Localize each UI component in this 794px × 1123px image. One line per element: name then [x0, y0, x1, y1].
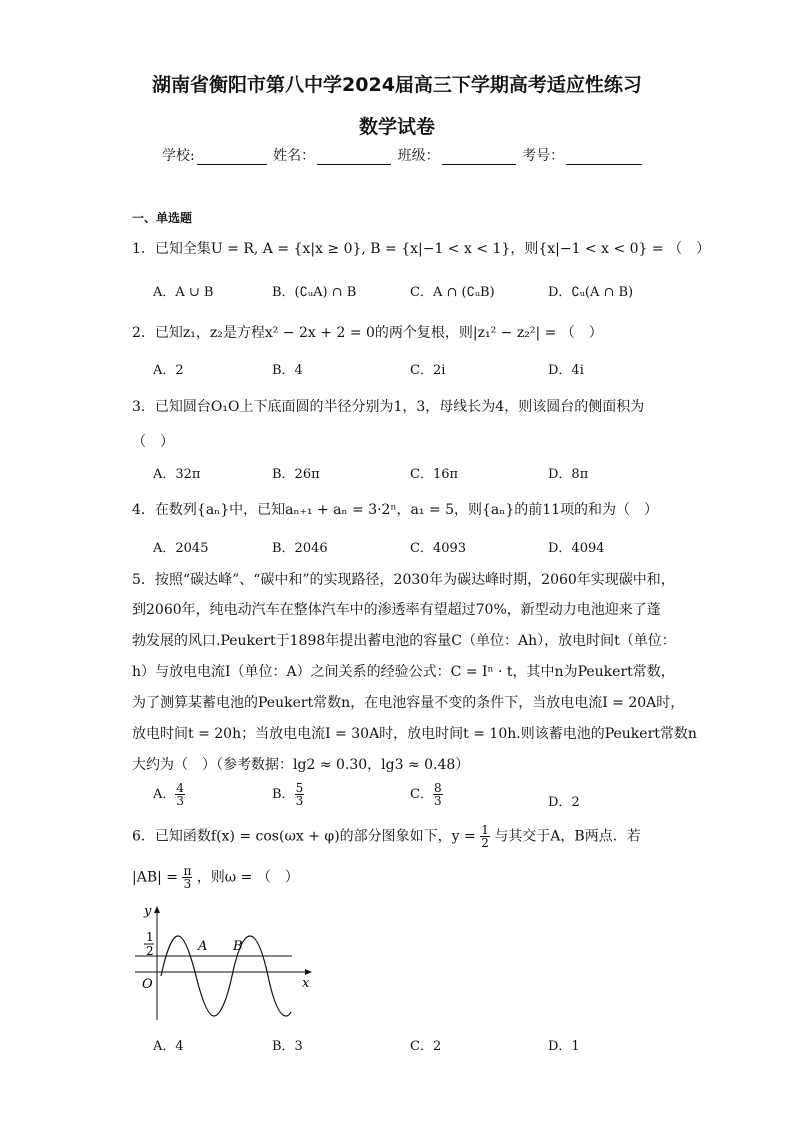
q6-pi-den: 3: [183, 877, 192, 891]
q6-option-b[interactable]: B．3: [272, 1039, 303, 1054]
class-blank[interactable]: [442, 150, 516, 165]
q6-option-d[interactable]: D．1: [548, 1039, 580, 1054]
y-label: y: [144, 904, 152, 919]
q6-cosine-graph: [130, 904, 320, 1022]
q5-option-a-fraction: [175, 782, 185, 807]
q4-option-a[interactable]: A．2045: [153, 541, 209, 556]
q5-option-b-fraction: [295, 782, 305, 807]
question-6-line-2: [132, 865, 299, 890]
question-4-text: 4．在数列{aₙ}中，已知aₙ₊₁ + aₙ = 3·2ⁿ，a₁ = 5，则{aₙ}的前11项的和为（ ）: [132, 502, 659, 518]
page-title: 湖南省衡阳市第八中学2024届高三下学期高考适应性练习: [152, 74, 642, 96]
q3-option-a[interactable]: A．32π: [153, 467, 201, 482]
q2-option-b[interactable]: B．4: [272, 363, 303, 378]
q1-option-d[interactable]: D．∁ᵤ(A ∩ B): [548, 285, 634, 300]
q6-half-fraction: [480, 824, 490, 849]
q2-option-c[interactable]: C．2i: [410, 363, 446, 378]
x-label: x: [302, 976, 310, 991]
q1-option-a[interactable]: A．A ∪ B: [153, 285, 214, 300]
q6-ab-b: ，则ω = （ ）: [196, 869, 299, 886]
q5-option-c-fraction: [433, 782, 443, 807]
student-info-row: [162, 145, 644, 165]
question-5-line-7: 大约为（ ）（参考数据：lg2 ≈ 0.30，lg3 ≈ 0.48）: [132, 757, 470, 773]
q5-option-a-den: 3: [176, 794, 185, 808]
page-subtitle: 数学试卷: [358, 116, 435, 138]
half-num-label: 1: [146, 930, 154, 944]
school-label: 学校:: [162, 148, 195, 164]
question-2-text: 2．已知z₁，z₂是方程x² − 2x + 2 = 0的两个复根，则|z₁² − z₂²| = （ ）: [132, 325, 603, 341]
name-label: 姓名：: [273, 148, 316, 164]
point-a-label: A: [198, 939, 208, 954]
q4-option-c[interactable]: C．4093: [410, 541, 467, 556]
q5-option-a-label: A．: [153, 787, 176, 802]
question-5-line-3: 勃发展的风口.Peukert于1898年提出蓄电池的容量C（单位：Ah），放电时间t（单位：: [132, 633, 676, 649]
q6-option-a[interactable]: A．4: [153, 1039, 184, 1054]
q5-option-a[interactable]: [153, 782, 185, 807]
section-title: 一、单选题: [132, 211, 193, 225]
q5-option-c[interactable]: [410, 782, 443, 807]
q5-option-b-label: B．: [272, 787, 295, 802]
q6-ab-a: |AB| =: [132, 869, 179, 886]
question-5-line-6: 放电时间t = 20h；当放电电流I = 30A时，放电时间t = 10h.则该蓄电池的Peukert常数n: [132, 726, 697, 742]
q5-option-c-den: 3: [433, 794, 442, 808]
number-label: 考号：: [522, 148, 565, 164]
question-1-text: 1．已知全集U = R, A = {x|x ≥ 0}, B = {x|−1 < x < 1}，则{x|−1 < x < 0} = （ ）: [132, 241, 711, 257]
q5-option-b-num: 5: [295, 781, 304, 795]
q6-half-den: 2: [481, 836, 489, 850]
school-blank[interactable]: [197, 150, 267, 165]
cosine-curve: [161, 936, 291, 1016]
question-5-line-5: 为了测算某蓄电池的Peukert常数n，在电池容量不变的条件下，当放电电流I = 20A时，: [132, 695, 685, 711]
q5-option-c-num: 8: [433, 781, 442, 795]
q4-option-d[interactable]: D．4094: [548, 541, 605, 556]
number-blank[interactable]: [566, 150, 642, 165]
q3-option-c[interactable]: C．16π: [410, 467, 459, 482]
class-label: 班级：: [397, 148, 440, 164]
q6-pi-num: π: [183, 864, 192, 878]
question-5-line-4: h）与放电电流I（单位：A）之间关系的经验公式：C = Iⁿ · t，其中n为Peukert常数，: [132, 664, 675, 680]
q1-option-c[interactable]: C．A ∩ (∁ᵤB): [410, 285, 495, 300]
q5-option-a-num: 4: [176, 781, 185, 795]
q6-text-a: 6．已知函数f(x) = cos(ωx + φ)的部分图象如下，y =: [132, 828, 476, 845]
question-6-line-1: [132, 824, 641, 849]
q5-option-b[interactable]: [272, 782, 304, 807]
q2-option-d[interactable]: D．4i: [548, 363, 584, 378]
q6-option-c[interactable]: C．2: [410, 1039, 442, 1054]
question-5-line-1: 5．按照“碳达峰”、“碳中和”的实现路径，2030年为碳达峰时期，2060年实现碳中和，: [132, 572, 675, 588]
origin-label: O: [142, 977, 153, 992]
q2-option-a[interactable]: A．2: [153, 363, 184, 378]
q3-option-d[interactable]: D．8π: [548, 467, 589, 482]
q6-half-num: 1: [481, 823, 489, 837]
q1-option-b[interactable]: B．(∁ᵤA) ∩ B: [272, 285, 357, 300]
half-den-label: 2: [146, 944, 154, 958]
question-3-text: 3．已知圆台O₁O上下底面圆的半径分别为1，3，母线长为4，则该圆台的侧面积为: [132, 399, 645, 415]
question-3-text-cont: （ ）: [132, 434, 174, 450]
x-axis-arrow: [305, 969, 312, 975]
q3-option-b[interactable]: B．26π: [272, 467, 320, 482]
q6-pi-fraction: [182, 865, 192, 890]
q4-option-b[interactable]: B．2046: [272, 541, 328, 556]
question-5-line-2: 到2060年，纯电动汽车在整体汽车中的渗透率有望超过70%，新型动力电池迎来了蓬: [132, 602, 661, 618]
name-blank[interactable]: [317, 150, 391, 165]
q5-option-c-label: C．: [410, 787, 433, 802]
q6-text-b: 与其交于A，B两点．若: [494, 828, 641, 845]
q5-option-d-label: D．: [548, 795, 572, 810]
q5-option-d[interactable]: [548, 791, 580, 810]
q5-option-b-den: 3: [295, 794, 304, 808]
y-axis-arrow: [154, 906, 160, 913]
q5-option-d-value: 2: [571, 795, 580, 810]
point-b-label: B: [233, 939, 243, 954]
